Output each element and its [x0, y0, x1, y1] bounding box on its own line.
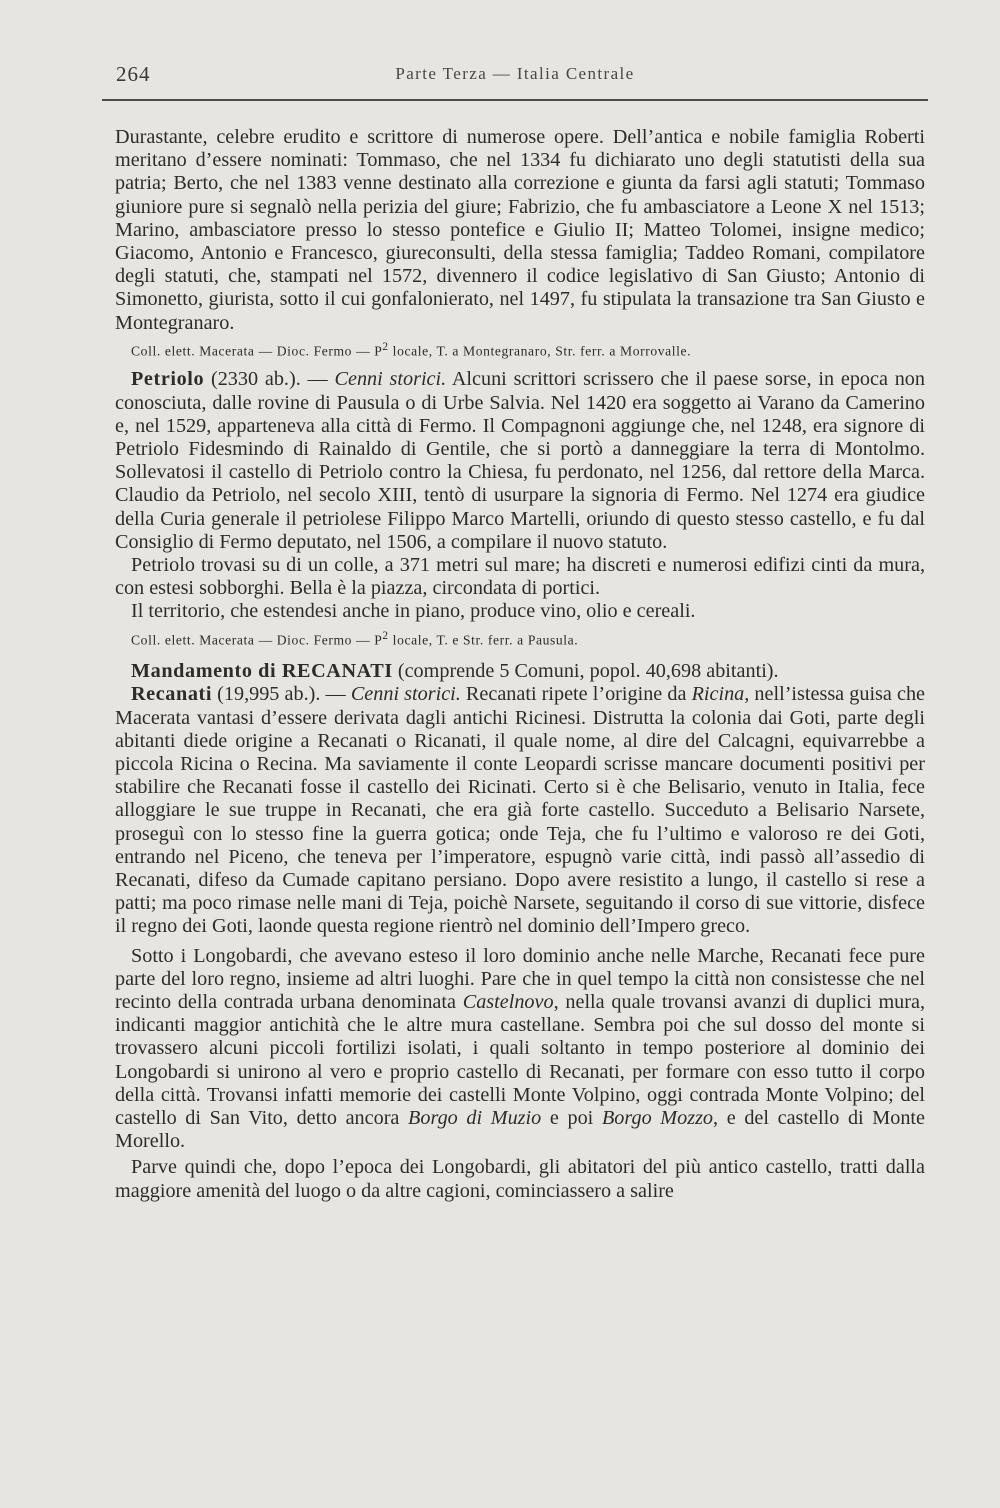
body-text: [115, 126, 925, 1203]
mandamento-heading: [115, 660, 925, 683]
mandamento-text: (comprende 5 Comuni, popol. 40,698 abitanti).: [392, 660, 779, 683]
note-san-giusto: [131, 337, 925, 362]
note-superscript: 2: [382, 340, 389, 353]
note-text: Coll. elett. Macerata — Dioc. Fermo — P: [131, 632, 383, 648]
note-superscript: 2: [382, 629, 389, 642]
paragraph-petriolo: [115, 368, 925, 554]
paragraph-petriolo-location: Petriolo trovasi su di un colle, a 371 metri sul mare; ha discreti e numerosi edifizi cinti da mura, con estesi sobborghi. Bella è la piazza, circondata di portici.: [115, 553, 925, 600]
paragraph-durastante: Durastante, celebre erudito e scrittore di numerose opere. Dell’antica e nobile famiglia Roberti meritano d’essere nominati: Tommaso, che nel 1334 fu dichiarato uno degli statutisti della sua patria; Berto, che nel 1383 venne destinato alla correzione e giunta da farsi agli statuti; Tommaso giuniore pure si segnalò nella perizia del giure; Fabrizio, che fu ambasciatore a Leone X nel 1513; Marino, ambasciatore presso lo stesso pontefice e Giulio II; Matteo Tolomei, insigne medico; Giacomo, Antonio e Francesco, giureconsulti, della stessa famiglia; Taddeo Romani, compilatore degli statuti, che, stampati nel 1572, divennero il codice legislativo di San Giusto; Antonio di Simonetto, giurista, sotto il cui gonfalonierato, nel 1497, fu stipulata la transazione tra San Giusto e Montegranaro.: [115, 126, 925, 334]
paragraph-text: Sotto i Longobardi, che avevano esteso il loro dominio anche nelle Marche, Recanati fece pure parte del loro regno, insieme ad altri luoghi. Pare che in quel tempo la città non consistesse che nel recinto della contrada urbana denominata: [115, 944, 925, 1013]
note-text: locale, T. e Str. ferr. a Pausula.: [388, 632, 579, 648]
mandamento-name: Mandamento di RECANATI: [131, 660, 393, 683]
note-text: Coll. elett. Macerata — Dioc. Fermo — P: [131, 343, 383, 359]
header-rule: [102, 99, 928, 101]
paragraph-text: Recanati ripete l’origine da: [460, 683, 692, 706]
paragraph-text: , e del castello di Monte Morello.: [115, 1106, 926, 1153]
paragraph-text: e poi: [541, 1106, 602, 1129]
paragraph-text: , nell’istessa guisa che Macerata vantasi d’essere derivata dagli antichi Ricinesi. Distrutta la colonia dai Goti, parte degli abitanti diede origine a Recanati o Ricanati, il quale nome, al dire del Calcagni, equivarrebbe a piccola Ricina o Recina. Ma saviamente il conte Leopardi scrisse mancare documenti positivi per stabilire che Recanati fosse il castello dei Ricinati. Certo si è che Belisario, venuto in Italia, fece alloggiare le sue truppe in Recanati, che era già forte castello. Succeduto a Belisario Narsete, proseguì con lo stesso fine la guerra gotica; onde Teja, che fu l’ultimo e valoroso re dei Goti, entrando nel Piceno, che teneva per l’imperatore, espugnò varie città, indi passò all’assedio di Recanati, difeso da Cumade capitano persiano. Dopo avere resistito a lungo, il castello si rese a patti; ma poco rimase nelle mani di Teja, poichè Narsete, seguitando il corso di sue vittorie, disfece il regno dei Goti, laonde questa regione rientrò nel dominio dell’Impero greco.: [115, 683, 926, 938]
paragraph-text: , nella quale trovansi avanzi di duplici mura, indicanti maggior antichità che le altre mura castellane. Sembra poi che sul dosso del monte si trovassero alcuni piccoli fortilizi isolati, i quali soltanto in tempo posteriore al dominio dei Longobardi si unirono al vero e proprio castello di Recanati, per formare con esso tutto il corpo della città. Trovansi infatti memorie dei castelli Monte Volpino, oggi contrada Monte Volpino; del castello di San Vito, detto ancora: [115, 990, 925, 1129]
entry-heading-recanati: Recanati: [131, 683, 213, 706]
italic-term: Borgo Mozzo: [601, 1106, 714, 1129]
paragraph-longobardi: [115, 945, 925, 1154]
paragraph-text: Alcuni scrittori scrissero che il paese sorse, in epoca non conosciuta, dalle rovine di Pausula o di Urbe Salvia. Nel 1420 era soggetto ai Varano da Camerino e, nel 1529, apparteneva alla città di Fermo. Il Compagnoni aggiunge che, nel 1248, era signore di Petriolo Fidesmindo di Rainaldo di Gentile, che si portò a danneggiare la terra di Montolmo. Sollevatosi il castello di Petriolo contro la Chiesa, fu perdonato, nel 1256, dal rettore della Marca. Claudio da Petriolo, nel secolo XIII, tentò di usurpare la signoria di Fermo. Nel 1274 era giudice della Curia generale il petriolese Filippo Marco Martelli, oriundo di questo stesso castello, e fu dal Consiglio di Fermo deputato, nel 1506, a compilare il nuovo statuto.: [115, 368, 925, 553]
population: (19,995 ab.). —: [212, 683, 351, 706]
italic-term: Castelnovo: [462, 990, 554, 1013]
running-title: Parte Terza — Italia Centrale: [395, 64, 635, 83]
entry-heading-petriolo: Petriolo: [131, 368, 205, 391]
italic-term: Borgo di Muzio: [408, 1106, 542, 1129]
note-petriolo: [131, 626, 925, 651]
paragraph-recanati: [115, 683, 925, 938]
page-number: 264: [116, 62, 151, 86]
population: (2330 ab.). —: [204, 368, 335, 391]
paragraph-parve: Parve quindi che, dopo l’epoca dei Longobardi, gli abitatori del più antico castello, tratti dalla maggiore amenità del luogo o da altre cagioni, cominciassero a salire: [115, 1156, 925, 1202]
section-label: Cenni storici.: [334, 368, 447, 391]
section-label: Cenni storici.: [350, 683, 461, 706]
note-text: locale, T. a Montegranaro, Str. ferr. a Morrovalle.: [388, 343, 692, 359]
italic-term: Ricina: [691, 683, 745, 706]
paragraph-petriolo-territory: Il territorio, che estendesi anche in piano, produce vino, olio e cereali.: [131, 600, 696, 623]
page-header: [102, 62, 928, 90]
